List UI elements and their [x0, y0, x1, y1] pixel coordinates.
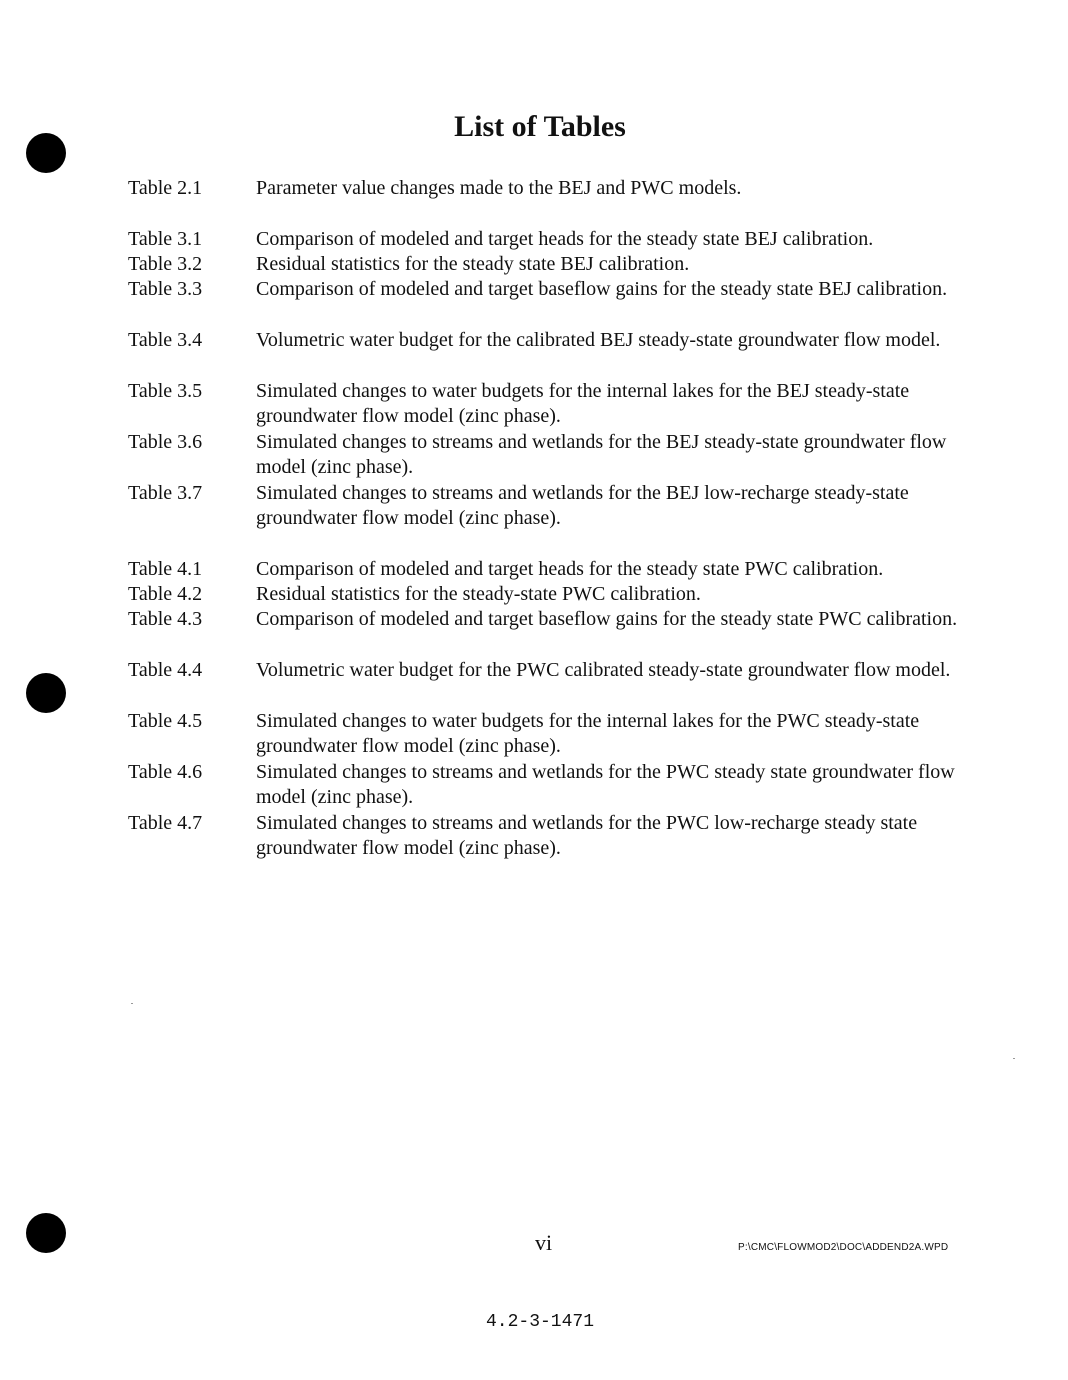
table-number: Table 3.7 [128, 482, 203, 504]
table-entry [128, 379, 978, 430]
table-caption: Simulated changes to streams and wetlands for the BEJ low-recharge steady-state groundwater flow model (zinc phase). [256, 482, 909, 530]
scan-speck [131, 1003, 133, 1004]
table-caption: Simulated changes to water budgets for the internal lakes for the PWC steady-state groundwater flow model (zinc phase). [256, 710, 920, 758]
table-entry [128, 227, 978, 252]
table-caption: Comparison of modeled and target baseflow gains for the steady state PWC calibration. [256, 608, 958, 630]
table-number: Table 3.3 [128, 278, 203, 300]
table-number: Table 3.4 [128, 329, 203, 351]
document-id: 4.2-3-1471 [485, 1312, 595, 1332]
punch-hole-bottom [26, 1213, 66, 1253]
table-number: Table 3.6 [128, 431, 203, 453]
page-title: List of Tables [454, 110, 626, 143]
table-entry [128, 176, 978, 201]
table-caption: Residual statistics for the steady-state PWC calibration. [256, 583, 701, 605]
table-number: Table 3.5 [128, 380, 203, 402]
table-caption: Parameter value changes made to the BEJ and PWC models. [256, 177, 742, 199]
table-entry [128, 328, 978, 353]
table-entry [128, 430, 978, 481]
table-entry [128, 658, 978, 683]
table-entry [128, 582, 978, 607]
table-caption: Simulated changes to streams and wetlands for the BEJ steady-state groundwater flow model (zinc phase). [256, 431, 947, 479]
table-number: Table 2.1 [128, 177, 203, 199]
table-entry [128, 481, 978, 532]
table-number: Table 4.3 [128, 608, 203, 630]
table-entry [128, 277, 978, 302]
table-caption: Residual statistics for the steady state BEJ calibration. [256, 253, 690, 275]
table-number: Table 4.7 [128, 812, 203, 834]
table-caption: Simulated changes to streams and wetlands for the PWC steady state groundwater flow model (zinc phase). [256, 761, 955, 809]
table-number: Table 4.1 [128, 558, 203, 580]
scan-speck [1013, 1058, 1015, 1059]
table-entry [128, 252, 978, 277]
table-number: Table 4.2 [128, 583, 203, 605]
table-caption: Volumetric water budget for the calibrated BEJ steady-state groundwater flow model. [256, 329, 941, 351]
table-entry [128, 557, 978, 582]
table-caption: Comparison of modeled and target baseflow gains for the steady state BEJ calibration. [256, 278, 948, 300]
table-number: Table 4.5 [128, 710, 203, 732]
page-number: vi [535, 1230, 553, 1255]
table-caption: Comparison of modeled and target heads for the steady state BEJ calibration. [256, 228, 874, 250]
table-entry [128, 709, 978, 760]
table-caption: Simulated changes to water budgets for the internal lakes for the BEJ steady-state groundwater flow model (zinc phase). [256, 380, 910, 428]
table-entry [128, 607, 978, 632]
table-number: Table 3.2 [128, 253, 203, 275]
table-entry [128, 811, 978, 862]
table-entry [128, 760, 978, 811]
punch-hole-middle [26, 673, 66, 713]
table-caption: Volumetric water budget for the PWC calibrated steady-state groundwater flow model. [256, 659, 951, 681]
table-number: Table 4.6 [128, 761, 203, 783]
table-caption: Comparison of modeled and target heads for the steady state PWC calibration. [256, 558, 884, 580]
table-number: Table 3.1 [128, 228, 203, 250]
table-caption: Simulated changes to streams and wetlands for the PWC low-recharge steady state groundwater flow model (zinc phase). [256, 812, 918, 860]
file-path: P:\CMC\FLOWMOD2\DOC\ADDEND2A.WPD [738, 1242, 949, 1253]
table-number: Table 4.4 [128, 659, 203, 681]
